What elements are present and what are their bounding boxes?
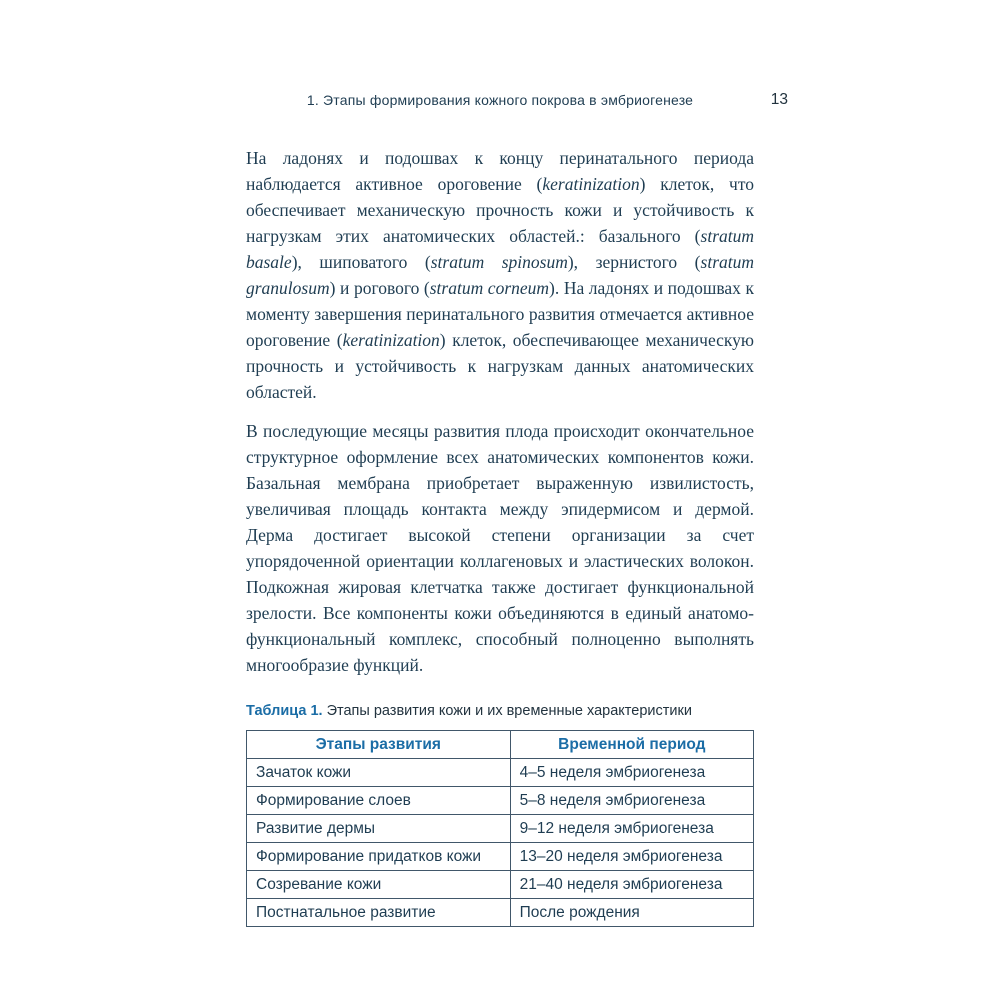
text-run: ). На ладонях и подошвах к моменту завершения перинатального развития отмечается активное ороговение ( xyxy=(246,278,754,350)
paragraph xyxy=(246,145,754,405)
table-header-cell: Этапы развития xyxy=(247,731,511,759)
latin-term: stratum basale xyxy=(246,226,754,272)
table-cell: 4–5 неделя эмбриогенеза xyxy=(510,759,753,787)
table-cell: Постнатальное развитие xyxy=(247,899,511,927)
table-cell: 13–20 неделя эмбриогенеза xyxy=(510,843,753,871)
text-run: ), шиповатого ( xyxy=(291,252,431,272)
table-cell: Зачаток кожи xyxy=(247,759,511,787)
table-row xyxy=(247,759,754,787)
table-cell: Формирование придатков кожи xyxy=(247,843,511,871)
table-cell: Созревание кожи xyxy=(247,871,511,899)
running-head xyxy=(246,91,788,110)
table-cell: 21–40 неделя эмбриогенеза xyxy=(510,871,753,899)
latin-term: keratinization xyxy=(542,174,640,194)
latin-term: keratinization xyxy=(342,330,440,350)
text-run: ) и рогового ( xyxy=(329,278,430,298)
table-caption xyxy=(246,702,754,720)
chapter-title: 1. Этапы формирования кожного покрова в эмбриогенезе xyxy=(306,92,694,108)
table-cell: 5–8 неделя эмбриогенеза xyxy=(510,787,753,815)
table-row xyxy=(247,871,754,899)
latin-term: stratum corneum xyxy=(429,278,550,298)
table-caption-label: Таблица 1. xyxy=(246,703,323,719)
latin-term: stratum spinosum xyxy=(430,252,568,272)
table-cell: Формирование слоев xyxy=(247,787,511,815)
page-number: 13 xyxy=(770,91,788,108)
table-row xyxy=(247,899,754,927)
table-body xyxy=(247,759,754,927)
table-cell: После рождения xyxy=(510,899,753,927)
table-row xyxy=(247,843,754,871)
table-header-cell: Временной период xyxy=(510,731,753,759)
paragraph xyxy=(246,418,754,678)
table-caption-text: Этапы развития кожи и их временные характеристики xyxy=(326,703,692,719)
text-column xyxy=(246,91,788,927)
text-run: В последующие месяцы развития плода происходит окончательное структурное оформление всех анатомических компонентов кожи. Базальная мембрана приобретает выраженную извилистость, увеличивая площадь контакта между эпидермисом и дермой. Дерма достигает высокой степени организации за счет упорядоченной ориентации коллагеновых и эластических волокон. Подкожная жировая клетчатка также достигает функциональной зрелости. Все компоненты кожи объединяются в единый анатомо-функциональный комплекс, способный полноценно выполнять многообразие функций. xyxy=(246,421,754,675)
text-run: ), зернистого ( xyxy=(567,252,701,272)
text-run: ) клеток, что обеспечивает механическую прочность кожи и устойчивость к нагрузкам этих анатомических областей.: базального ( xyxy=(246,174,755,246)
text-run: ) клеток, обеспечивающее механическую прочность и устойчивость к нагрузкам данных анатомических областей. xyxy=(246,330,754,402)
body-paragraphs xyxy=(246,145,754,678)
table-header-row xyxy=(247,731,754,759)
text-run: На ладонях и подошвах к концу перинатального периода наблюдается активное ороговение ( xyxy=(246,148,754,194)
table-cell: Развитие дермы xyxy=(247,815,511,843)
development-stages-table xyxy=(246,730,754,927)
table-cell: 9–12 неделя эмбриогенеза xyxy=(510,815,753,843)
latin-term: stratum granulosum xyxy=(246,252,754,298)
table-row xyxy=(247,815,754,843)
table-row xyxy=(247,787,754,815)
